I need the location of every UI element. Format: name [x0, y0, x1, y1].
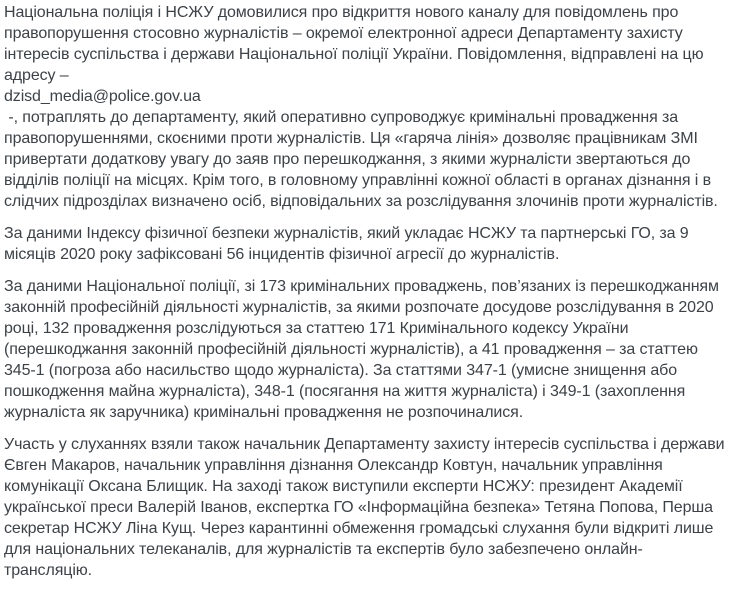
paragraph-criminal-proceedings: За даними Національної поліції, зі 173 кримінальних проваджень, пов’язаних із перешкоджанням законній професійній діяльності журналістів, за якими розпочате досудове розслідування в 2020 році, 132 провадження розслідуються за статтею 171 Кримінального кодексу України (перешкоджання законній професійній діяльності журналістів), а 41 провадження – за статтею 345-1 (погроза або насильство щодо журналіста). За статтями 347-1 (умисне знищення або пошкодження майна журналіста), 348-1 (посягання на життя журналіста) і 349-1 (захоплення журналіста як заручника) кримінальні провадження не розпочиналися.: [4, 278, 724, 421]
paragraph-hearing-participants: Участь у слуханнях взяли також начальник Департаменту захисту інтересів суспільства і держави Євген Макаров, начальник управління дізнання Олександр Ковтун, начальник управління комунікації Оксана Блищик. На заході також виступили експерти НСЖУ: президент Академії української преси Валерій Іванов, експертка ГО «Інформаційна безпека» Тетяна Попова, Перша секретар НСЖУ Ліна Кущ. Через карантинні обмеження громадські слухання були відкриті лише для національних телеканалів, для журналістів та експертів було забезпечено онлайн-трансляцію.: [4, 436, 729, 579]
paragraph-announcement-text-after-email: -, потраплять до департаменту, який оперативно супроводжує кримінальні провадження за правопорушеннями, скоєними проти журналістів. Ця «гаряча лінія» дозволяє працівникам ЗМІ привертати додаткову увагу до заяв про перешкоджання, з якими журналісти звертаються до відділів поліції на місцях. Крім того, в головному управлінні кожної області в органах дізнання і в слідчих підрозділах визначено осіб, відповідальних за розслідування злочинів проти журналістів.: [4, 109, 718, 210]
paragraph-safety-index: За даними Індексу фізичної безпеки журналістів, який укладає НСЖУ та партнерські ГО, за 9 місяців 2020 року зафіксовані 56 інцидентів фізичної агресії до журналістів.: [4, 225, 693, 263]
paragraph-announcement: [4, 2, 726, 212]
paragraph-announcement-text-before-email: Національна поліція і НСЖУ домовилися про відкриття нового каналу для повідомлень про правопорушення стосовно журналістів – окремої електронної адреси Департаменту захисту інтересів суспільства і держави Національної поліції України. Повідомлення, відправлені на цю адресу –: [4, 4, 708, 84]
email-link[interactable]: dzisd_media@police.gov.ua: [4, 88, 201, 105]
